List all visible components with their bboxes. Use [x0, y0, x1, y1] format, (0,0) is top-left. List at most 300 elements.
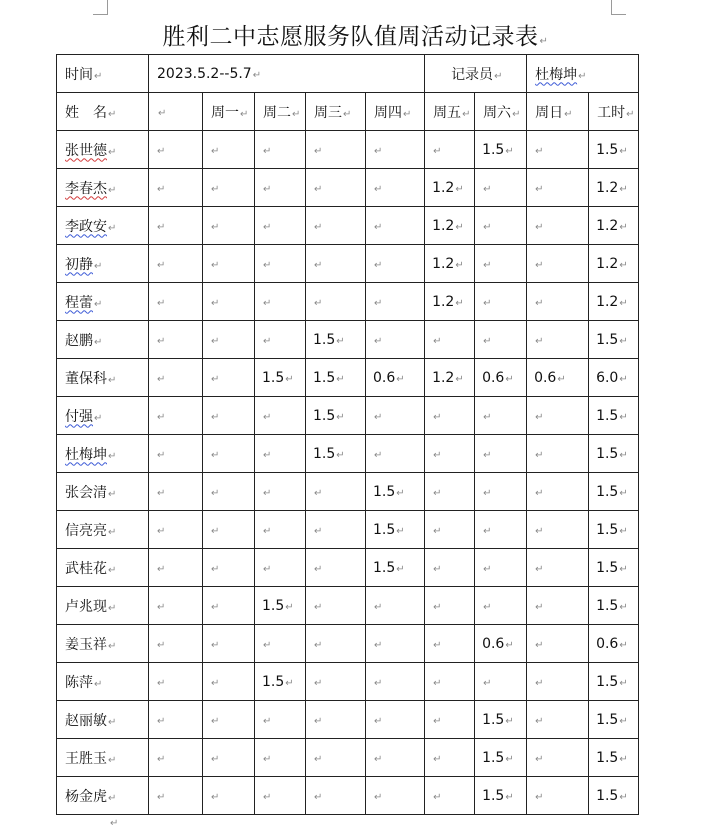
cell-mark-icon: ↵: [455, 259, 464, 271]
header-label: 周六: [483, 104, 512, 121]
hours-total-cell: [589, 511, 639, 549]
cell-mark-icon: ↵: [535, 183, 544, 195]
name-cell: [57, 701, 149, 739]
cell-mark-icon: ↵: [157, 335, 166, 347]
day-hours-cell: [425, 169, 475, 207]
cell-mark-icon: ↵: [211, 791, 220, 803]
day-hours-cell: [306, 207, 366, 245]
day-hours-cell: [425, 321, 475, 359]
cell-mark-icon: ↵: [535, 753, 544, 765]
crop-mark-top-right: [611, 0, 626, 15]
cell-mark-icon: ↵: [535, 259, 544, 271]
cell-mark-icon: ↵: [494, 70, 503, 82]
header-label: 周一: [211, 104, 239, 121]
day-hours-cell: [366, 169, 425, 207]
hours-total-value: 1.5: [596, 711, 619, 728]
name-cell: [57, 587, 149, 625]
cell-mark-icon: ↵: [374, 411, 383, 423]
day-hours-cell: [425, 701, 475, 739]
cell-mark-icon: ↵: [252, 69, 262, 81]
cell-mark-icon: ↵: [374, 715, 383, 727]
day-hours-cell: [425, 473, 475, 511]
document-end-mark-icon: ↵: [110, 818, 119, 829]
volunteer-name: 卢兆现: [65, 598, 107, 615]
cell-mark-icon: ↵: [211, 411, 220, 423]
table-row: [57, 207, 639, 245]
day-hours-cell: [149, 131, 203, 169]
day-hours-cell: [475, 131, 527, 169]
day-hours-cell: [425, 625, 475, 663]
cell-mark-icon: ↵: [483, 449, 492, 461]
cell-mark-icon: ↵: [108, 792, 117, 804]
day-hours-value: 1.2: [432, 293, 455, 310]
day-hours-cell: [425, 435, 475, 473]
cell-mark-icon: ↵: [211, 145, 220, 157]
cell-mark-icon: ↵: [211, 373, 220, 385]
hours-total-value: 1.2: [596, 217, 619, 234]
day-hours-cell: [149, 625, 203, 663]
cell-mark-icon: ↵: [626, 108, 635, 120]
hours-total-value: 1.2: [596, 255, 619, 272]
cell-mark-icon: ↵: [374, 753, 383, 765]
day-hours-cell: [366, 321, 425, 359]
header-cell: [57, 93, 149, 131]
table-row: [57, 169, 639, 207]
cell-mark-icon: ↵: [211, 297, 220, 309]
day-hours-cell: [255, 321, 306, 359]
day-hours-cell: [425, 245, 475, 283]
day-hours-cell: [475, 701, 527, 739]
day-hours-cell: [306, 663, 366, 701]
volunteer-name: 李春杰: [65, 180, 107, 197]
day-hours-cell: [475, 321, 527, 359]
cell-mark-icon: ↵: [157, 145, 166, 157]
day-hours-cell: [306, 739, 366, 777]
meta-row: [57, 55, 639, 93]
day-hours-cell: [527, 435, 589, 473]
name-cell: [57, 321, 149, 359]
cell-mark-icon: ↵: [211, 563, 220, 575]
day-hours-cell: [527, 701, 589, 739]
day-hours-cell: [203, 283, 255, 321]
cell-mark-icon: ↵: [157, 563, 166, 575]
cell-mark-icon: ↵: [108, 146, 117, 158]
hours-total-cell: [589, 663, 639, 701]
cell-mark-icon: ↵: [535, 487, 544, 499]
cell-mark-icon: ↵: [263, 183, 272, 195]
cell-mark-icon: ↵: [535, 525, 544, 537]
cell-mark-icon: ↵: [455, 183, 464, 195]
day-hours-value: 1.2: [432, 255, 455, 272]
cell-mark-icon: ↵: [619, 601, 628, 613]
day-hours-cell: [255, 587, 306, 625]
volunteer-name: 初静: [65, 256, 93, 273]
cell-mark-icon: ↵: [263, 221, 272, 233]
cell-mark-icon: ↵: [285, 373, 294, 385]
hours-total-cell: [589, 283, 639, 321]
day-hours-cell: [366, 131, 425, 169]
cell-mark-icon: ↵: [211, 183, 220, 195]
header-cell: [589, 93, 639, 131]
volunteer-name: 李政安: [65, 218, 107, 235]
header-cell: [527, 93, 589, 131]
name-cell: [57, 245, 149, 283]
cell-mark-icon: ↵: [157, 639, 166, 651]
day-hours-cell: [425, 663, 475, 701]
cell-mark-icon: ↵: [535, 601, 544, 613]
day-hours-cell: [527, 473, 589, 511]
day-hours-value: 1.5: [262, 597, 285, 614]
day-hours-cell: [527, 511, 589, 549]
cell-mark-icon: ↵: [433, 715, 442, 727]
time-value-cell: [149, 55, 425, 93]
day-hours-cell: [475, 435, 527, 473]
table-row: [57, 511, 639, 549]
cell-mark-icon: ↵: [263, 753, 272, 765]
cell-mark-icon: ↵: [433, 487, 442, 499]
name-cell: [57, 207, 149, 245]
cell-mark-icon: ↵: [564, 108, 573, 120]
day-hours-cell: [366, 359, 425, 397]
day-hours-cell: [425, 549, 475, 587]
cell-mark-icon: ↵: [535, 715, 544, 727]
cell-mark-icon: ↵: [557, 373, 566, 385]
cell-mark-icon: ↵: [374, 145, 383, 157]
hours-total-value: 1.5: [596, 559, 619, 576]
cell-mark-icon: ↵: [483, 677, 492, 689]
day-hours-cell: [306, 245, 366, 283]
cell-mark-icon: ↵: [94, 336, 103, 348]
cell-mark-icon: ↵: [314, 221, 323, 233]
volunteer-name: 杨金虎: [65, 788, 107, 805]
cell-mark-icon: ↵: [433, 411, 442, 423]
cell-mark-icon: ↵: [619, 259, 628, 271]
day-hours-cell: [475, 359, 527, 397]
cell-mark-icon: ↵: [314, 601, 323, 613]
day-hours-cell: [527, 321, 589, 359]
cell-mark-icon: ↵: [455, 297, 464, 309]
day-hours-cell: [366, 625, 425, 663]
day-hours-value: 1.2: [432, 217, 455, 234]
day-hours-cell: [527, 397, 589, 435]
cell-mark-icon: ↵: [314, 183, 323, 195]
table-row: [57, 625, 639, 663]
cell-mark-icon: ↵: [505, 373, 514, 385]
cell-mark-icon: ↵: [455, 373, 464, 385]
header-label: 周四: [374, 104, 402, 121]
day-hours-value: 1.2: [432, 179, 455, 196]
cell-mark-icon: ↵: [483, 525, 492, 537]
day-hours-cell: [366, 397, 425, 435]
day-hours-cell: [306, 625, 366, 663]
day-hours-cell: [475, 473, 527, 511]
cell-mark-icon: ↵: [314, 145, 323, 157]
hours-total-value: 1.5: [596, 407, 619, 424]
cell-mark-icon: ↵: [619, 449, 628, 461]
hours-total-cell: [589, 435, 639, 473]
day-hours-cell: [366, 701, 425, 739]
day-hours-cell: [475, 777, 527, 815]
cell-mark-icon: ↵: [211, 601, 220, 613]
day-hours-cell: [149, 169, 203, 207]
cell-mark-icon: ↵: [374, 259, 383, 271]
cell-mark-icon: ↵: [157, 487, 166, 499]
table-row: [57, 283, 639, 321]
cell-mark-icon: ↵: [462, 108, 471, 120]
hours-total-cell: [589, 359, 639, 397]
day-hours-cell: [149, 701, 203, 739]
header-cell: [149, 93, 203, 131]
hours-total-cell: [589, 587, 639, 625]
day-hours-cell: [306, 701, 366, 739]
cell-mark-icon: ↵: [263, 259, 272, 271]
cell-mark-icon: ↵: [535, 563, 544, 575]
day-hours-cell: [306, 397, 366, 435]
volunteer-name: 王胜玉: [65, 750, 107, 767]
cell-mark-icon: ↵: [433, 335, 442, 347]
day-hours-cell: [527, 663, 589, 701]
cell-mark-icon: ↵: [535, 411, 544, 423]
day-hours-cell: [203, 625, 255, 663]
day-hours-cell: [366, 663, 425, 701]
cell-mark-icon: ↵: [505, 791, 514, 803]
time-label: 时间: [65, 66, 93, 83]
day-hours-cell: [306, 359, 366, 397]
cell-mark-icon: ↵: [433, 677, 442, 689]
volunteer-name: 董保科: [65, 370, 107, 387]
hours-total-value: 1.5: [596, 331, 619, 348]
cell-mark-icon: ↵: [263, 335, 272, 347]
day-hours-cell: [306, 587, 366, 625]
cell-mark-icon: ↵: [94, 412, 103, 424]
cell-mark-icon: ↵: [374, 183, 383, 195]
day-hours-cell: [255, 473, 306, 511]
day-hours-cell: [475, 625, 527, 663]
day-hours-cell: [425, 397, 475, 435]
cell-mark-icon: ↵: [396, 487, 405, 499]
day-hours-value: 0.6: [373, 369, 396, 386]
day-hours-cell: [475, 169, 527, 207]
header-label: 周五: [433, 104, 462, 121]
day-hours-cell: [255, 625, 306, 663]
cell-mark-icon: ↵: [433, 563, 442, 575]
day-hours-cell: [366, 587, 425, 625]
name-cell: [57, 131, 149, 169]
day-hours-value: 1.5: [482, 141, 505, 158]
day-hours-cell: [475, 207, 527, 245]
hours-total-value: 1.5: [596, 787, 619, 804]
hours-total-cell: [589, 321, 639, 359]
cell-mark-icon: ↵: [403, 108, 412, 120]
cell-mark-icon: ↵: [157, 411, 166, 423]
day-hours-cell: [306, 321, 366, 359]
day-hours-value: 1.5: [313, 407, 336, 424]
day-hours-cell: [203, 663, 255, 701]
cell-mark-icon: ↵: [535, 145, 544, 157]
day-hours-cell: [306, 511, 366, 549]
hours-total-value: 1.5: [596, 445, 619, 462]
hours-total-value: 1.2: [596, 179, 619, 196]
cell-mark-icon: ↵: [343, 108, 352, 120]
cell-mark-icon: ↵: [314, 791, 323, 803]
cell-mark-icon: ↵: [505, 639, 514, 651]
cell-mark-icon: ↵: [263, 525, 272, 537]
cell-mark-icon: ↵: [374, 297, 383, 309]
day-hours-cell: [366, 283, 425, 321]
cell-mark-icon: ↵: [433, 601, 442, 613]
cell-mark-icon: ↵: [578, 70, 587, 82]
volunteer-name: 张会清: [65, 484, 107, 501]
day-hours-cell: [255, 777, 306, 815]
header-cell: [366, 93, 425, 131]
cell-mark-icon: ↵: [211, 639, 220, 651]
cell-mark-icon: ↵: [396, 373, 405, 385]
cell-mark-icon: ↵: [94, 260, 103, 272]
day-hours-cell: [149, 549, 203, 587]
day-hours-cell: [475, 283, 527, 321]
day-hours-cell: [203, 549, 255, 587]
cell-mark-icon: ↵: [483, 335, 492, 347]
day-hours-cell: [527, 549, 589, 587]
day-hours-cell: [425, 739, 475, 777]
cell-mark-icon: ↵: [263, 791, 272, 803]
table-row: [57, 397, 639, 435]
cell-mark-icon: ↵: [505, 715, 514, 727]
title-text: 胜利二中志愿服务队值周活动记录表: [162, 24, 539, 50]
cell-mark-icon: ↵: [263, 449, 272, 461]
name-cell: [57, 511, 149, 549]
hours-total-value: 1.5: [596, 483, 619, 500]
cell-mark-icon: ↵: [619, 525, 628, 537]
table-row: [57, 131, 639, 169]
hours-total-cell: [589, 701, 639, 739]
cell-mark-icon: ↵: [157, 677, 166, 689]
table-row: [57, 701, 639, 739]
hours-total-value: 0.6: [596, 635, 619, 652]
day-hours-cell: [366, 549, 425, 587]
cell-mark-icon: ↵: [619, 221, 628, 233]
day-hours-cell: [475, 587, 527, 625]
record-table-body: [57, 55, 639, 815]
name-cell: [57, 359, 149, 397]
day-hours-value: 1.5: [313, 445, 336, 462]
table-row: [57, 777, 639, 815]
cell-mark-icon: ↵: [619, 487, 628, 499]
day-hours-cell: [203, 435, 255, 473]
day-hours-cell: [203, 321, 255, 359]
table-row: [57, 321, 639, 359]
header-label: 工时: [597, 104, 626, 121]
cell-mark-icon: ↵: [535, 297, 544, 309]
cell-mark-icon: ↵: [374, 221, 383, 233]
day-hours-cell: [149, 397, 203, 435]
cell-mark-icon: ↵: [157, 297, 166, 309]
cell-mark-icon: ↵: [535, 791, 544, 803]
cell-mark-icon: ↵: [211, 449, 220, 461]
cell-mark-icon: ↵: [314, 297, 323, 309]
cell-mark-icon: ↵: [211, 753, 220, 765]
cell-mark-icon: ↵: [505, 753, 514, 765]
table-row: [57, 435, 639, 473]
cell-mark-icon: ↵: [157, 601, 166, 613]
day-hours-cell: [203, 473, 255, 511]
day-hours-cell: [255, 245, 306, 283]
cell-mark-icon: ↵: [157, 183, 166, 195]
cell-mark-icon: ↵: [108, 754, 117, 766]
day-hours-cell: [149, 473, 203, 511]
day-hours-cell: [475, 663, 527, 701]
day-hours-cell: [366, 245, 425, 283]
volunteer-name: 杜梅坤: [65, 446, 107, 463]
cell-mark-icon: ↵: [314, 259, 323, 271]
cell-mark-icon: ↵: [314, 487, 323, 499]
day-hours-cell: [425, 511, 475, 549]
name-cell: [57, 169, 149, 207]
day-hours-cell: [255, 131, 306, 169]
day-hours-value: 1.5: [482, 711, 505, 728]
cell-mark-icon: ↵: [455, 221, 464, 233]
cell-mark-icon: ↵: [285, 601, 294, 613]
hours-total-value: 6.0: [596, 369, 619, 386]
volunteer-name: 信亮亮: [65, 522, 107, 539]
day-hours-cell: [527, 777, 589, 815]
day-hours-value: 1.5: [262, 369, 285, 386]
day-hours-cell: [527, 283, 589, 321]
cell-mark-icon: ↵: [263, 639, 272, 651]
day-hours-value: 1.5: [482, 749, 505, 766]
day-hours-cell: [203, 131, 255, 169]
day-hours-cell: [527, 587, 589, 625]
cell-mark-icon: ↵: [94, 70, 103, 82]
day-hours-cell: [149, 663, 203, 701]
day-hours-cell: [149, 283, 203, 321]
day-hours-cell: [203, 397, 255, 435]
cell-mark-icon: ↵: [619, 183, 628, 195]
day-hours-cell: [255, 283, 306, 321]
cell-mark-icon: ↵: [374, 677, 383, 689]
hours-total-cell: [589, 245, 639, 283]
day-hours-cell: [255, 169, 306, 207]
cell-mark-icon: ↵: [336, 449, 345, 461]
hours-total-value: 1.5: [596, 749, 619, 766]
day-hours-cell: [255, 359, 306, 397]
cell-mark-icon: ↵: [108, 184, 117, 196]
cell-mark-icon: ↵: [108, 450, 117, 462]
day-hours-cell: [366, 511, 425, 549]
cell-mark-icon: ↵: [535, 677, 544, 689]
cell-mark-icon: ↵: [157, 791, 166, 803]
cell-mark-icon: ↵: [336, 411, 345, 423]
cell-mark-icon: ↵: [535, 449, 544, 461]
cell-mark-icon: ↵: [108, 374, 117, 386]
volunteer-name: 程蕾: [65, 294, 93, 311]
recorder-label: 记录员: [451, 66, 494, 83]
cell-mark-icon: ↵: [505, 145, 514, 157]
hours-total-cell: [589, 397, 639, 435]
cell-mark-icon: ↵: [483, 259, 492, 271]
day-hours-cell: [475, 397, 527, 435]
table-row: [57, 663, 639, 701]
header-label: 周日: [535, 104, 564, 121]
day-hours-cell: [255, 207, 306, 245]
hours-total-cell: [589, 131, 639, 169]
day-hours-cell: [255, 549, 306, 587]
day-hours-cell: [149, 321, 203, 359]
day-hours-cell: [366, 435, 425, 473]
header-cell: [475, 93, 527, 131]
hours-total-cell: [589, 777, 639, 815]
name-cell: [57, 739, 149, 777]
